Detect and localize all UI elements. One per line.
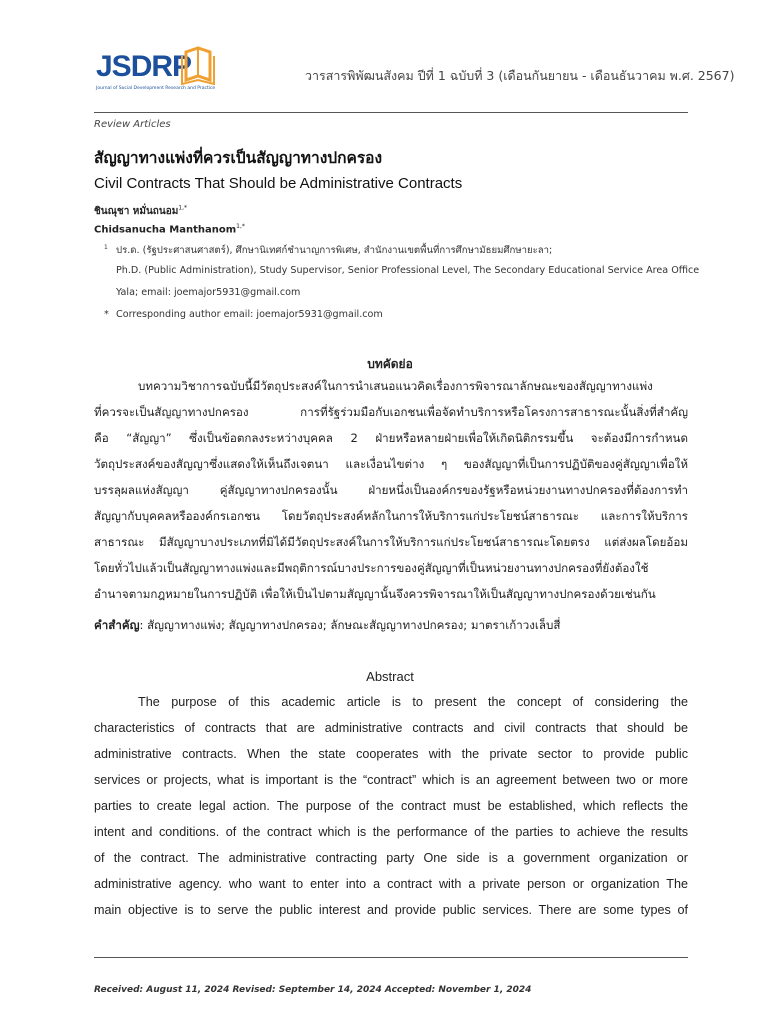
affiliation-line-2: Ph.D. (Public Administration), Study Supervisor, Senior Professional Level, The Secondary Educational Service Area Office: [116, 265, 700, 276]
abstract-thai-line: อำนาจตามกฎหมายในการปฏิบัติ เพื่อให้เป็นไปตามสัญญานั้นจึงควรพิจารณาให้เป็นสัญญาทางปกครองด้วยเช่นกัน: [94, 587, 656, 601]
footer-rule: [94, 957, 688, 958]
article-type: Review Articles: [94, 119, 171, 130]
keywords-text: : สัญญาทางแพ่ง; สัญญาทางปกครอง; ลักษณะสัญญาทางปกครอง; มาตราเก้าวงเล็บสี่: [139, 618, 561, 632]
affiliation-line-3: Yala; email: joemajor5931@gmail.com: [116, 287, 301, 298]
author-english-sup: 1,*: [236, 223, 245, 230]
author-english-name: Chidsanucha Manthanom: [94, 224, 237, 236]
logo-text-r: R: [151, 50, 173, 83]
abstract-english-line: intent and conditions. of the contract which is the performance of the parties to achieve the results: [94, 825, 688, 839]
abstract-english-line: parties to create legal action. The purpose of the contract must be established, which reflects the: [94, 799, 688, 813]
logo-subtitle: Journal of Social Development Research and Practice: [96, 86, 216, 91]
logo-text-p: P: [172, 50, 192, 83]
abstract-english-line: The purpose of this academic article is to present the concept of considering the: [138, 695, 688, 709]
corresponding-line: [104, 309, 383, 320]
keywords: [94, 617, 560, 635]
abstract-english-body: [94, 689, 688, 923]
abstract-thai-line: สัญญากับบุคคลหรือองค์กรเอกชน โดยวัตถุประสงค์หลักในการให้บริการแก่ประโยชน์สาธารณะ และการให้บริการ: [94, 509, 688, 523]
abstract-english-line: of the contract. The administrative contracting party One side is a government organization or: [94, 851, 688, 865]
book-icon: [180, 46, 216, 86]
header-rule: [94, 112, 688, 113]
affiliation-line-1: [104, 243, 552, 258]
author-english: [94, 223, 245, 235]
abstract-thai-line: บทความวิชาการฉบับนี้มีวัตถุประสงค์ในการนำเสนอแนวคิดเรื่องการพิจารณาลักษณะของสัญญาทางแพ่ง: [138, 379, 653, 393]
abstract-thai-line: โดยทั่วไปแล้วเป็นสัญญาทางแพ่งและมีพฤติการณ์บางประการของคู่สัญญาที่เป็นหน่วยงานทางปกครองที่ยังต้องใช้: [94, 561, 649, 575]
abstract-english-line: services or projects, what is important is the “contract” which is an agreement between two or more: [94, 773, 688, 787]
keywords-label: คำสำคัญ: [94, 618, 140, 632]
abstract-english-line: main objective is to serve the public interest and provide public services. There are some types of: [94, 903, 688, 917]
received-dates: Received: August 11, 2024 Revised: September 14, 2024 Accepted: November 1, 2024: [94, 985, 532, 995]
journal-logo: [96, 46, 216, 104]
corresponding-text: Corresponding author email: joemajor5931@gmail.com: [116, 309, 383, 320]
title-thai: สัญญาทางแพ่งที่ควรเป็นสัญญาทางปกครอง: [94, 149, 383, 167]
affiliation-text: ปร.ด. (รัฐประศาสนศาสตร์), ศึกษานิเทศก์ชำนาญการพิเศษ, สำนักงานเขตพื้นที่การศึกษามัธยมศึกษายะลา;: [116, 245, 553, 256]
abstract-thai-heading: บทคัดย่อ: [367, 357, 413, 371]
abstract-english-line: administrative agency. who want to enter into a contract with a private person or organization The: [94, 877, 688, 891]
abstract-thai-line: คือ “สัญญา” ซึ่งเป็นข้อตกลงระหว่างบุคคล 2 ฝ่ายหรือหลายฝ่ายเพื่อให้เกิดนิติกรรมขึ้น จะต้องมีการกำหนด: [94, 431, 688, 445]
author-thai: [94, 204, 187, 219]
abstract-thai-body: [94, 373, 688, 607]
abstract-thai-line: ที่ควรจะเป็นสัญญาทางปกครอง การที่รัฐร่วมมือกับเอกชนเพื่อจัดทำบริการหรือโครงการสาธารณะนั้นสิ่งที่สำคัญ: [94, 405, 688, 419]
abstract-thai-line: บรรลุผลแห่งสัญญา คู่สัญญาทางปกครองนั้น ฝ่ายหนึ่งเป็นองค์กรของรัฐหรือหน่วยงานทางปกครองที่ต้องการทำ: [94, 483, 688, 497]
abstract-thai-line: วัตถุประสงค์ของสัญญาซึ่งแสดงให้เห็นถึงเจตนา และเงื่อนไขต่าง ๆ ของสัญญาที่เป็นการปฏิบัติของคู่สัญญาเพื่อให้: [94, 457, 688, 471]
corresponding-mark: *: [104, 309, 109, 320]
abstract-english-heading: Abstract: [366, 669, 414, 684]
title-english: Civil Contracts That Should be Administrative Contracts: [94, 175, 463, 192]
logo-text-jsd: JSD: [96, 50, 152, 83]
abstract-english-line: administrative contracts. When the state cooperates with the private sector to provide public: [94, 747, 688, 761]
abstract-english-line: characteristics of contracts that are administrative contracts and civil contracts that should be: [94, 721, 688, 735]
abstract-thai-line: สาธารณะ มีสัญญาบางประเภทที่มิได้มีวัตถุประสงค์ในการให้บริการแก่ประโยชน์สาธารณะโดยตรง แต่ส่งผลโดยอ้อม: [94, 535, 688, 549]
logo-text: [96, 50, 191, 84]
author-thai-name: ชินณุชา หมั่นถนอม: [94, 206, 179, 217]
author-thai-sup: 1,*: [178, 204, 188, 212]
affiliation-mark: 1: [104, 243, 108, 251]
journal-info: วารสารพิพัฒนสังคม ปีที่ 1 ฉบับที่ 3 (เดือนกันยายน - เดือนธันวาคม พ.ศ. 2567): [305, 68, 735, 83]
